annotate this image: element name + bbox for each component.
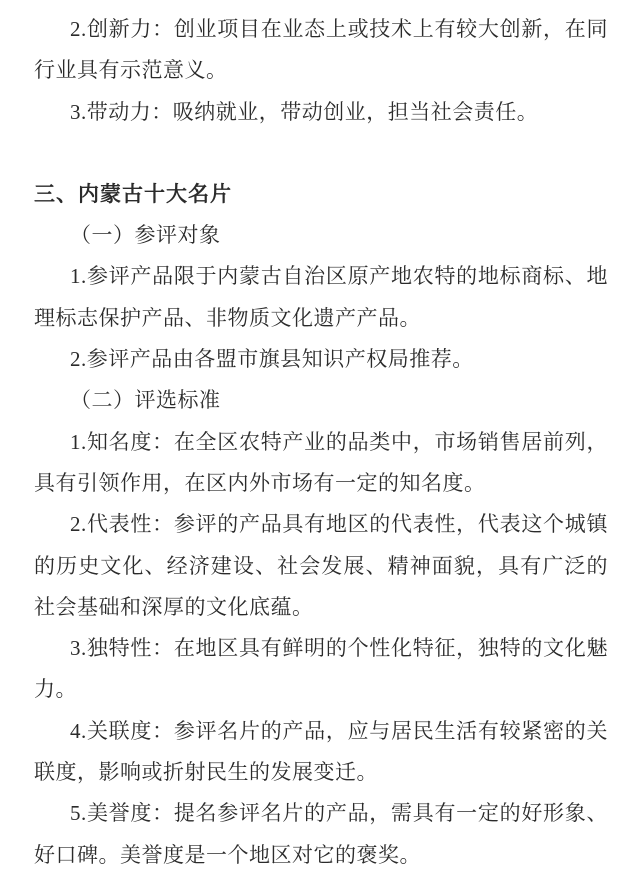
document-body [34, 9, 608, 876]
paragraph: 4.关联度：参评名片的产品，应与居民生活有较紧密的关联度，影响或折射民生的发展变迁。 [34, 718, 608, 785]
paragraph: 5.美誉度：提名参评名片的产品，需具有一定的好形象、好口碑。美誉度是一个地区对它的褒奖。 [34, 801, 608, 867]
paragraph: 3.带动力：吸纳就业，带动创业，担当社会责任。 [70, 99, 539, 124]
paragraph: （一）参评对象 [70, 223, 221, 248]
paragraph: （二）评选标准 [70, 388, 221, 413]
paragraph: 1.知名度：在全区农特产业的品类中，市场销售居前列，具有引领作用，在区内外市场有一定的知名度。 [34, 429, 608, 495]
paragraph: 3.独特性：在地区具有鲜明的个性化特征，独特的文化魅力。 [34, 636, 608, 702]
paragraph: 2.参评产品由各盟市旗县知识产权局推荐。 [70, 347, 474, 372]
section-heading: 三、内蒙古十大名片 [34, 181, 232, 206]
paragraph: 1.参评产品限于内蒙古自治区原产地农特的地标商标、地理标志保护产品、非物质文化遗产产品。 [34, 264, 608, 330]
paragraph: 2.创新力：创业项目在业态上或技术上有较大创新，在同行业具有示范意义。 [34, 17, 608, 83]
paragraph: 2.代表性：参评的产品具有地区的代表性，代表这个城镇的历史文化、经济建设、社会发展、精神面貌，具有广泛的社会基础和深厚的文化底蕴。 [34, 512, 608, 619]
